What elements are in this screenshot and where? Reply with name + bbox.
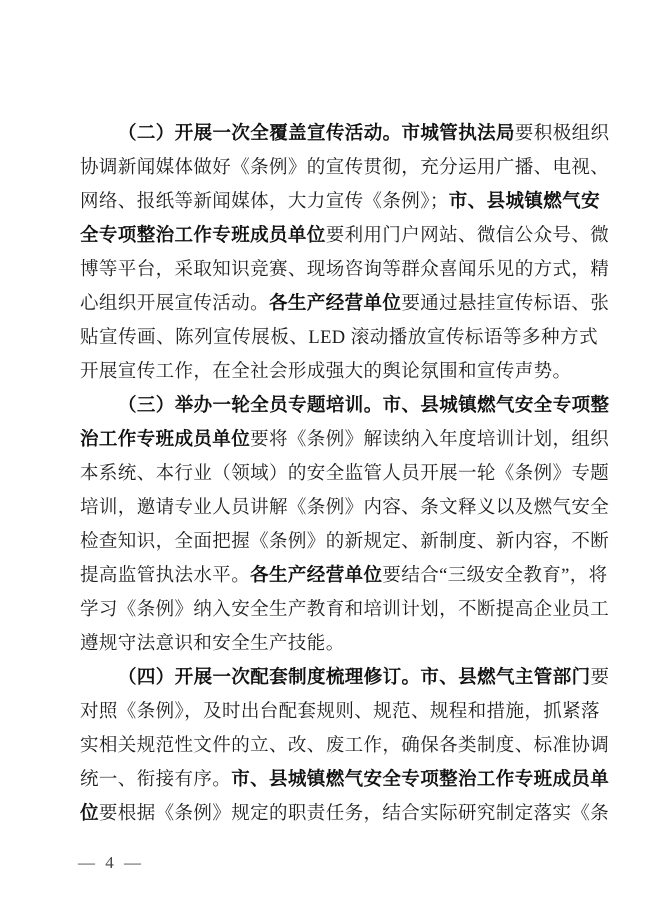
text-segment: 全专项整治工作专班成员单位 xyxy=(80,226,326,246)
text-line xyxy=(80,491,610,525)
text-segment: 要利用门户网站、微信公众号、微 xyxy=(325,226,610,246)
text-line xyxy=(80,185,598,219)
text-segment: 实相关规范性文件的立、改、废工作，确保各类制度、标准协调 xyxy=(80,736,610,756)
text-segment: 要将《条例》解读纳入年度培训计划，组织 xyxy=(250,430,610,450)
page-number: — 4 — xyxy=(78,853,144,872)
text-line xyxy=(80,287,610,321)
text-line xyxy=(80,593,610,627)
text-segment: 贴宣传画、陈列宣传展板、LED 滚动播放宣传标语等多种方式 xyxy=(80,328,598,348)
text-segment: 治工作专班成员单位 xyxy=(80,430,251,450)
text-segment: 遵规守法意识和安全生产技能。 xyxy=(80,634,345,654)
text-segment: 培训，邀请专业人员讲解《条例》内容、条文释义以及燃气安全 xyxy=(80,498,610,518)
text-line xyxy=(80,627,598,661)
text-line xyxy=(80,321,598,355)
text-segment: （三）举办一轮全员专题培训。市、县城镇燃气安全专项整 xyxy=(118,396,610,416)
text-segment: 统一、衔接有序。 xyxy=(80,770,232,790)
text-segment: （四）开展一次配套制度梳理修订。市、县燃气主管部门 xyxy=(118,668,591,688)
text-segment: 各生产经营单位 xyxy=(269,294,402,314)
text-segment: 博等平台，采取知识竞赛、现场咨询等群众喜闻乐见的方式，精 xyxy=(80,260,610,280)
text-segment: 对照《条例》，及时出台配套规则、规范、规程和措施，抓紧落 xyxy=(80,702,600,722)
text-segment: 位 xyxy=(80,804,99,824)
text-line xyxy=(80,389,610,423)
text-segment: 开展宣传工作，在全社会形成强大的舆论氛围和宣传声势。 xyxy=(80,362,572,382)
text-line xyxy=(80,695,598,729)
text-segment: 提高监管执法水平。 xyxy=(80,566,251,586)
text-line xyxy=(80,117,610,151)
text-segment: 各生产经营单位 xyxy=(250,566,383,586)
text-segment: 本系统、本行业（领域）的安全监管人员开展一轮《条例》专题 xyxy=(80,464,610,484)
text-line xyxy=(80,219,610,253)
text-line xyxy=(80,355,598,389)
text-line xyxy=(80,423,610,457)
text-segment: （二）开展一次全覆盖宣传活动。市城管执法局 xyxy=(118,124,515,144)
text-segment: 协调新闻媒体做好《条例》的宣传贯彻，充分运用广播、电视、 xyxy=(80,158,610,178)
text-segment: 要根据《条例》规定的职责任务，结合实际研究制定落实《条 xyxy=(98,804,610,824)
text-line xyxy=(80,661,610,695)
text-line xyxy=(80,151,610,185)
text-line xyxy=(80,253,610,287)
text-line xyxy=(80,797,610,831)
text-segment: 市、县城镇燃气安 xyxy=(448,192,600,212)
text-segment: 市、县城镇燃气安全专项整治工作专班成员单 xyxy=(231,770,610,790)
text-segment: 学习《条例》纳入安全生产教育和培训计划，不断提高企业员工 xyxy=(80,600,610,620)
text-segment: 心组织开展宣传活动。 xyxy=(80,294,270,314)
text-line xyxy=(80,525,610,559)
text-segment: 网络、报纸等新闻媒体，大力宣传《条例》； xyxy=(80,192,449,212)
text-line xyxy=(80,559,608,593)
text-line xyxy=(80,763,610,797)
text-segment: 要通过悬挂宣传标语、张 xyxy=(401,294,610,314)
text-segment: 检查知识，全面把握《条例》的新规定、新制度、新内容，不断 xyxy=(80,532,610,552)
text-segment: 要积极组织 xyxy=(514,124,610,144)
text-line xyxy=(80,729,610,763)
document-body xyxy=(80,117,610,831)
text-segment: 要 xyxy=(590,668,610,688)
text-segment: 要结合“三级安全教育”，将 xyxy=(382,566,608,586)
text-line xyxy=(80,457,610,491)
